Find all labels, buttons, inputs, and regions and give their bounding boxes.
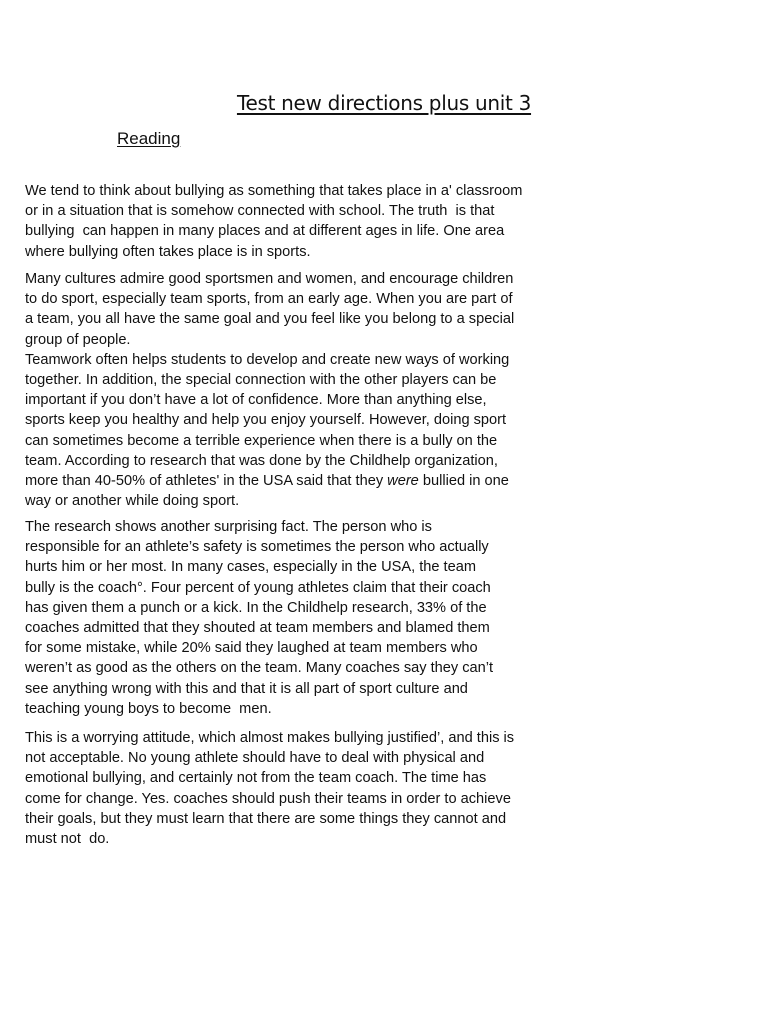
paragraph-line: group of people. (25, 331, 131, 348)
paragraph-line: see anything wrong with this and that it is all part of sport culture and (25, 680, 468, 697)
paragraph-line: to do sport, especially team sports, from an early age. When you are part of (25, 291, 513, 308)
paragraph-line: not acceptable. No young athlete should have to deal with physical and (25, 750, 485, 767)
page-title-text: Test new directions plus unit 3 (236, 91, 532, 115)
paragraph-2 (25, 269, 585, 511)
paragraph-line: Teamwork often helps students to develop and create new ways of working (25, 351, 510, 368)
paragraph-line: hurts him or her most. In many cases, especially in the USA, the team (25, 559, 476, 576)
paragraph-line: important if you don’t have a lot of confidence. More than anything else, (25, 392, 487, 409)
paragraph-line: Many cultures admire good sportsmen and women, and encourage children (25, 271, 514, 287)
paragraph-line: This is a worrying attitude, which almost makes bullying justified’, and this is (25, 730, 515, 746)
line-end: bullied in one (418, 473, 509, 490)
paragraph-line: must not do. (25, 831, 110, 848)
paragraph-line: or in a situation that is somehow connected with school. The truth is that (25, 203, 495, 220)
paragraph-4 (25, 728, 585, 849)
paragraph-line: We tend to think about bullying as something that takes place in a' classroom (25, 183, 523, 199)
paragraph-line: their goals, but they must learn that there are some things they cannot and (25, 810, 507, 827)
line-start: more than 40-50% of athletes' in the USA said that they (25, 473, 388, 490)
paragraph-line: responsible for an athlete’s safety is sometimes the person who actually (25, 539, 489, 556)
paragraph-line: where bullying often takes place is in sports. (25, 243, 311, 260)
paragraph-line: together. In addition, the special connection with the other players can be (25, 372, 497, 389)
paragraph-line: teaching young boys to become men. (25, 700, 272, 717)
paragraph-line: weren’t as good as the others on the team. Many coaches say they can’t (25, 660, 494, 677)
paragraph-line: a team, you all have the same goal and you feel like you belong to a special (25, 311, 515, 328)
paragraph-3 (25, 517, 585, 719)
paragraph-line: can sometimes become a terrible experience when there is a bully on the (25, 432, 498, 449)
paragraph-line: bullying can happen in many places and at different ages in life. One area (25, 223, 505, 240)
paragraph-line: way or another while doing sport. (25, 493, 240, 510)
paragraph-line-with-emphasis (25, 471, 585, 491)
paragraph-line: The research shows another surprising fact. The person who is (25, 519, 432, 535)
paragraph-line: come for change. Yes. coaches should push their teams in order to achieve (25, 790, 511, 807)
emphasized-word: were (387, 473, 419, 490)
paragraph-line: coaches admitted that they shouted at team members and blamed them (25, 620, 490, 637)
paragraph-line: team. According to research that was done by the Childhelp organization, (25, 452, 498, 469)
paragraph-line: bully is the coach°. Four percent of young athletes claim that their coach (25, 579, 491, 596)
section-heading: Reading (117, 129, 181, 148)
paragraph-line: emotional bullying, and certainly not from the team coach. The time has (25, 770, 487, 787)
paragraph-line: for some mistake, while 20% said they laughed at team members who (25, 640, 478, 657)
page-title (0, 88, 768, 118)
paragraph-line: sports keep you healthy and help you enjoy yourself. However, doing sport (25, 412, 507, 429)
paragraph-1 (25, 181, 585, 262)
paragraph-line: has given them a punch or a kick. In the Childhelp research, 33% of the (25, 599, 487, 616)
